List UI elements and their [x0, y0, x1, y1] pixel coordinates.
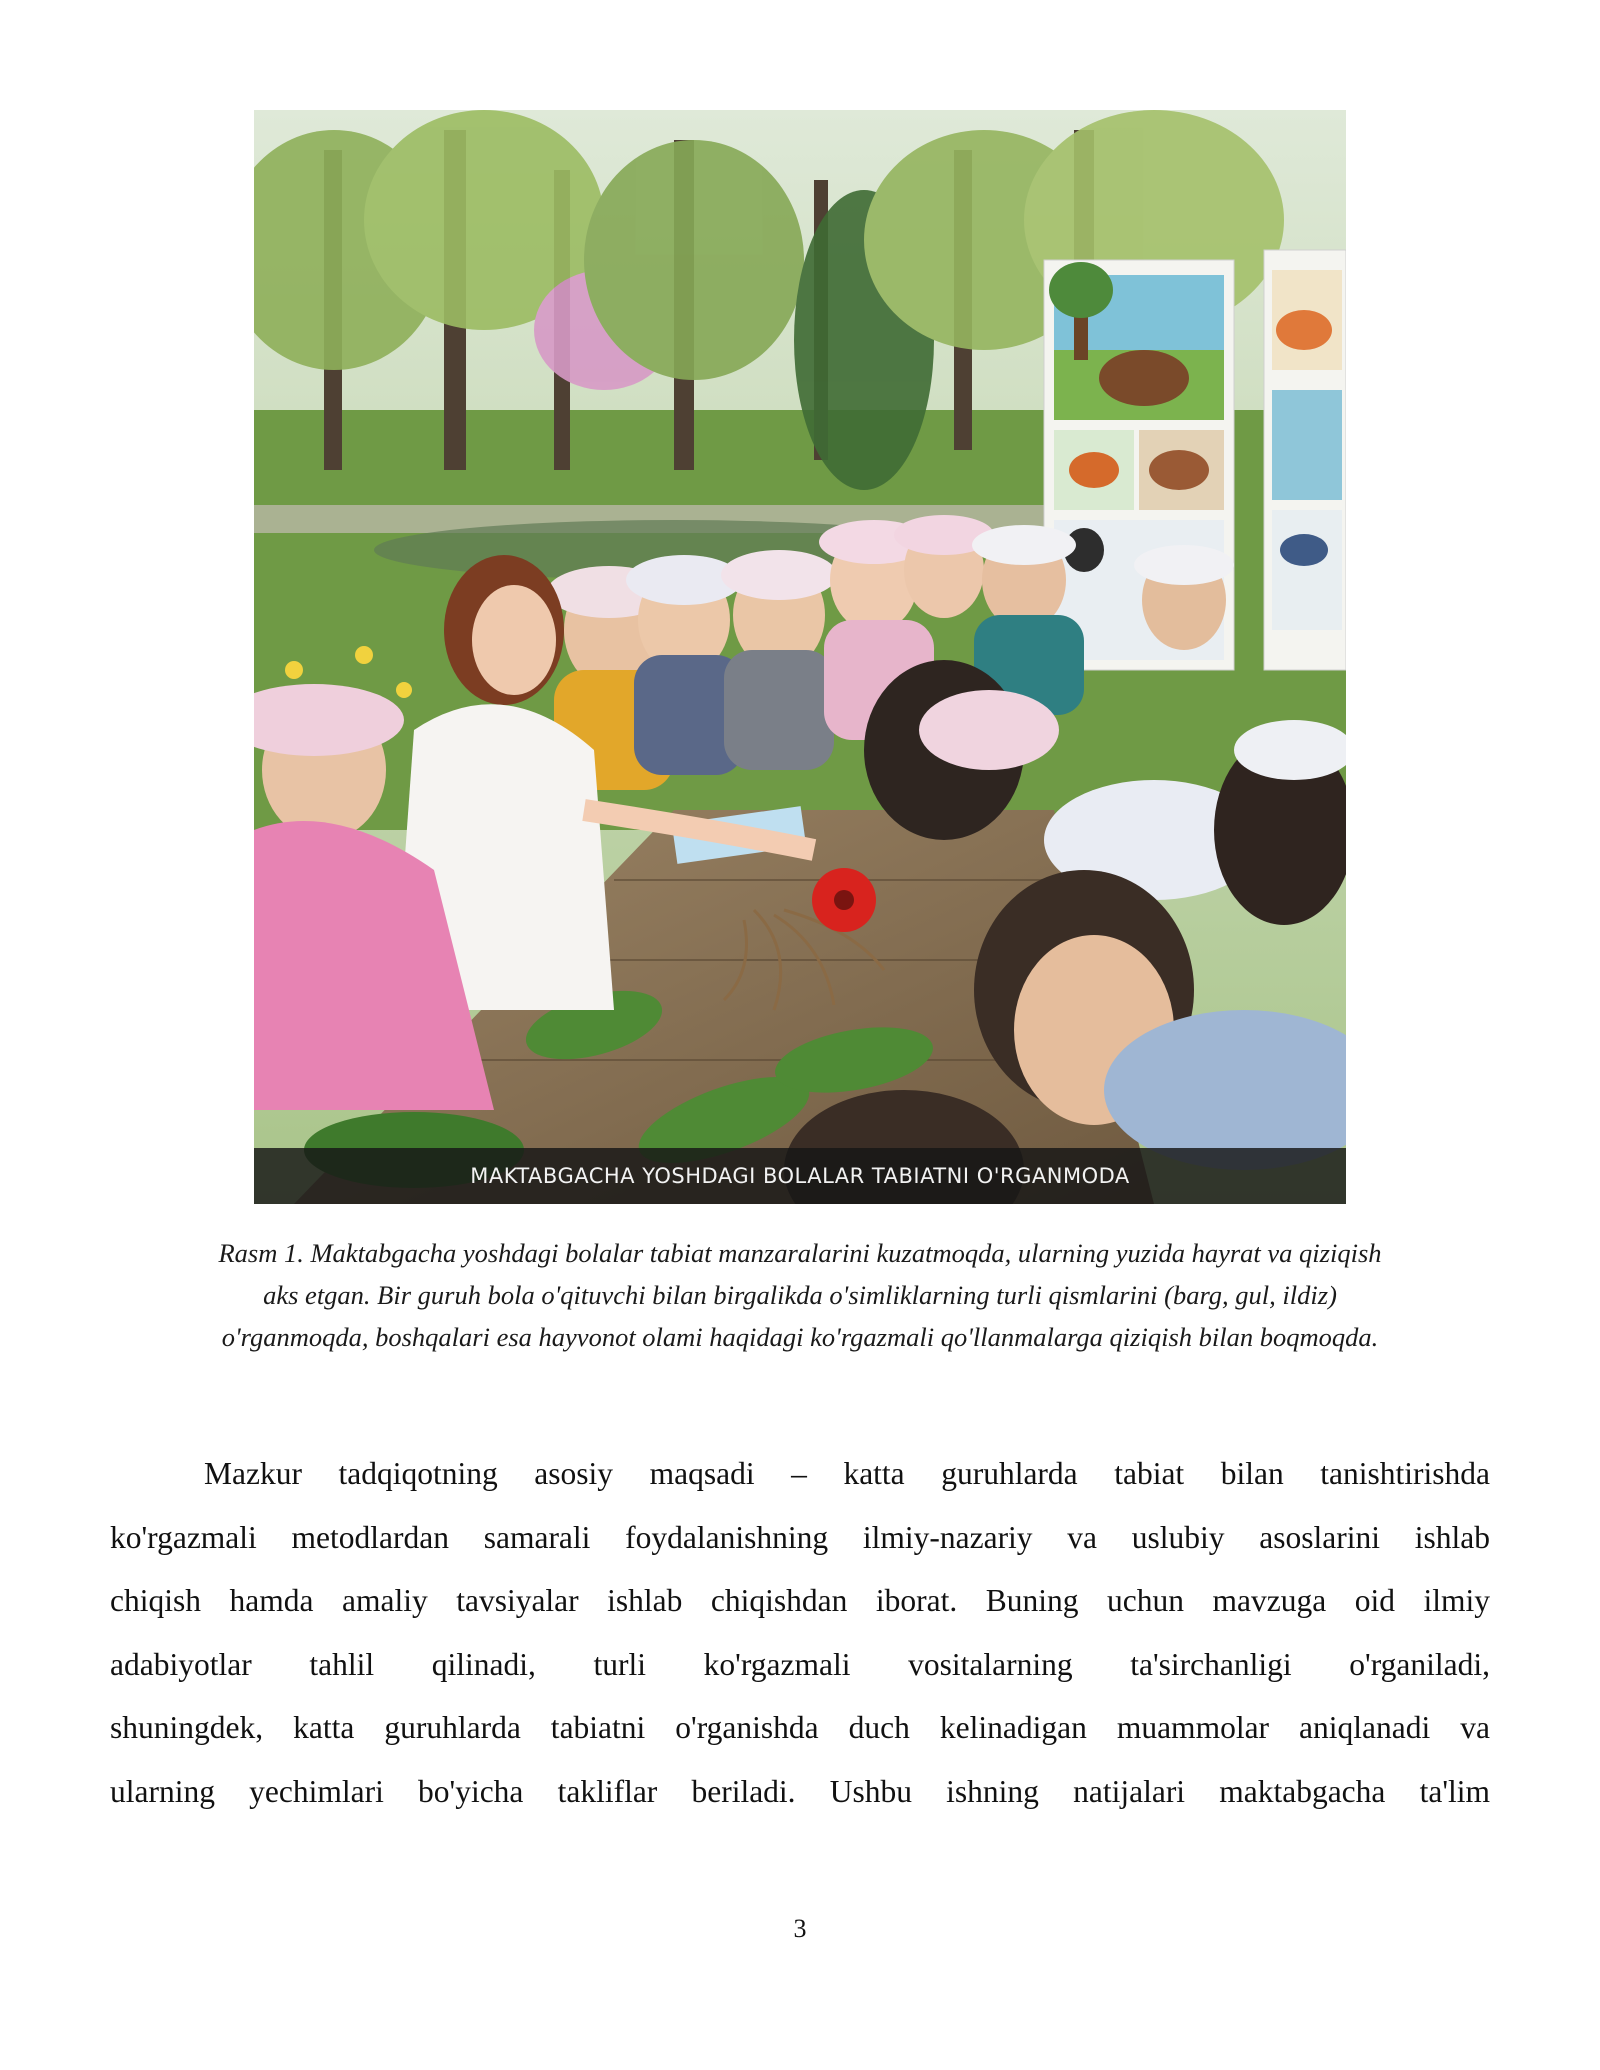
caption-line: aks etgan. Bir guruh bola o'qituvchi bilan birgalikda o'simliklarning turli qismlarini (barg, gul, ildiz)	[263, 1280, 1337, 1310]
photo-banner-text: MAKTABGACHA YOSHDAGI BOLALAR TABIATNI O'RGANMODA	[254, 1148, 1346, 1204]
caption-line: Rasm 1. Maktabgacha yoshdagi bolalar tabiat manzaralarini kuzatmoqda, ularning yuzida hayrat va qiziqish	[218, 1238, 1382, 1268]
paragraph-line: ularning yechimlari bo'yicha takliflar beriladi. Ushbu ishning natijalari maktabgacha ta'lim	[110, 1773, 1490, 1809]
paragraph-line: adabiyotlar tahlil qilinadi, turli ko'rgazmali vositalarning ta'sirchanligi o'rganiladi,	[110, 1646, 1490, 1682]
photo-illustration	[254, 110, 1346, 1204]
page-number: 3	[793, 1914, 807, 1943]
figure-caption	[110, 1232, 1490, 1358]
caption-line: o'rganmoqda, boshqalari esa hayvonot olami haqidagi ko'rgazmali qo'llanmalarga qiziqish bilan boqmoqda.	[221, 1322, 1379, 1352]
photo-children-studying-nature	[254, 110, 1346, 1204]
paragraph-line: Mazkur tadqiqotning asosiy maqsadi – katta guruhlarda tabiat bilan tanishtirishda	[204, 1456, 1490, 1491]
paragraph-line: chiqish hamda amaliy tavsiyalar ishlab chiqishdan iborat. Buning uchun mavzuga oid ilmiy	[110, 1583, 1490, 1618]
paragraph-line: shuningdek, katta guruhlarda tabiatni o'rganishda duch kelinadigan muammolar aniqlanadi va	[110, 1710, 1490, 1745]
body-paragraph	[110, 1442, 1490, 1823]
paragraph-line: ko'rgazmali metodlardan samarali foydalanishning ilmiy-nazariy va uslubiy asoslarini ishlab	[110, 1519, 1490, 1555]
